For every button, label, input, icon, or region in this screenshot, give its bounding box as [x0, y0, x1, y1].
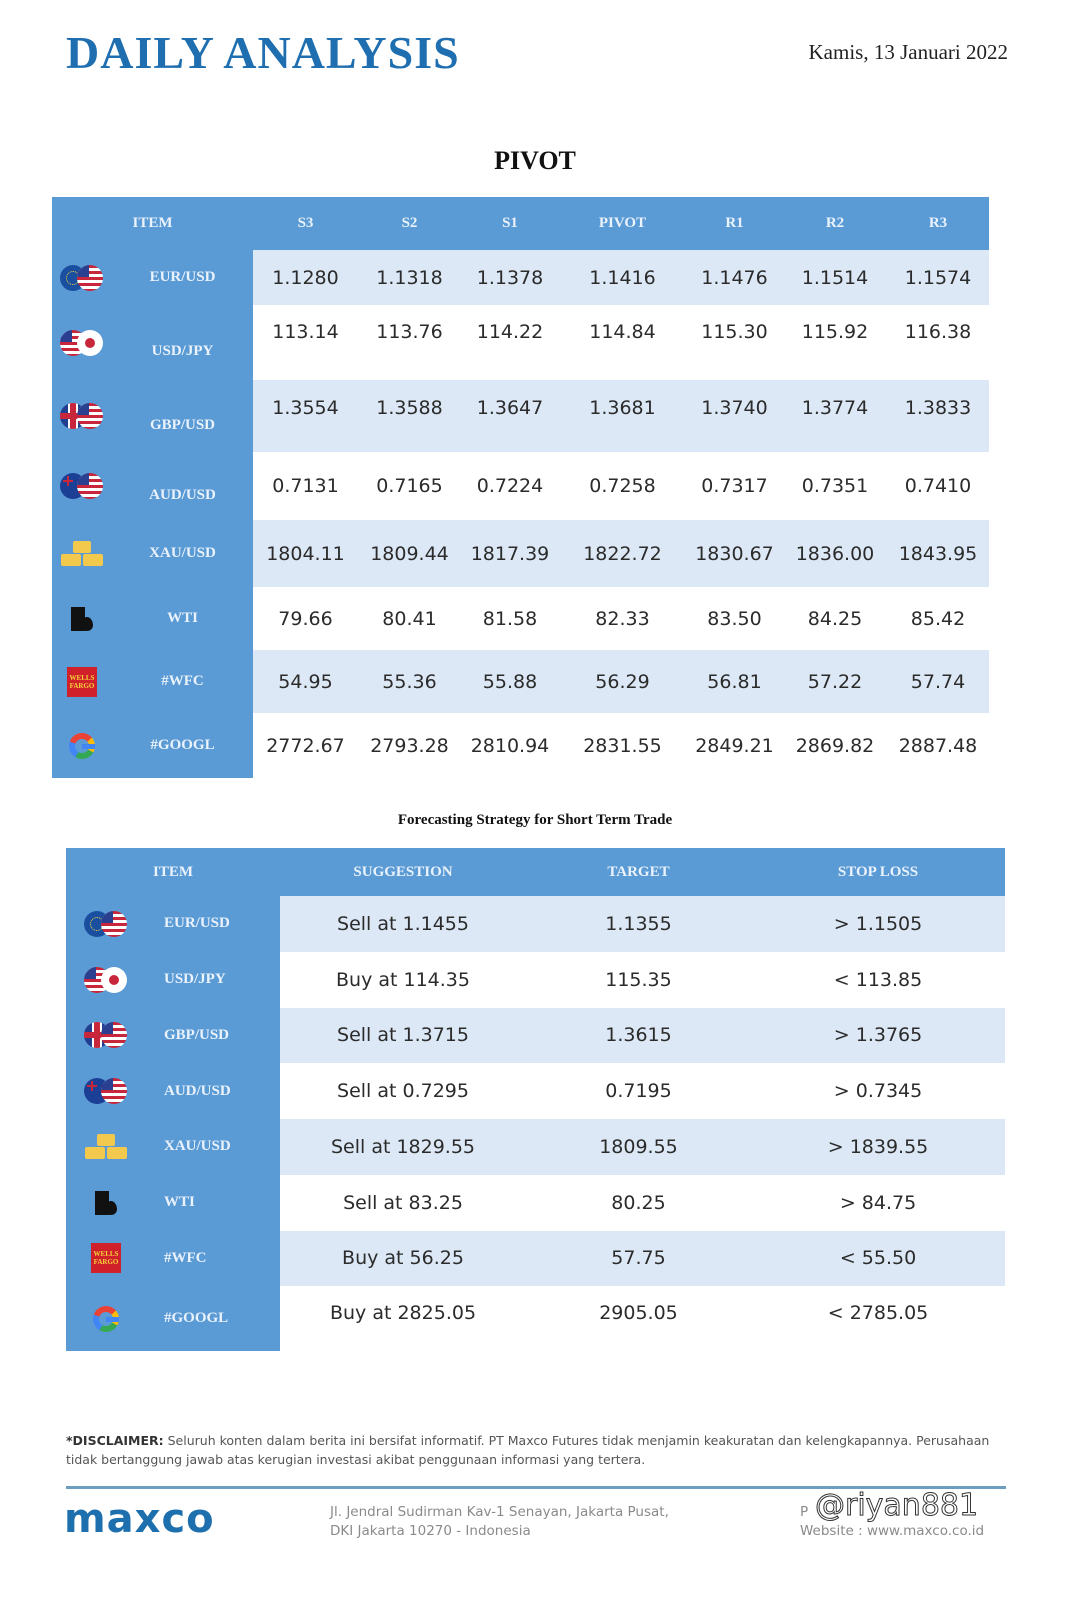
item-icon-wrap — [52, 472, 112, 500]
forecast-row-wfc — [66, 1231, 1005, 1287]
item-icon-wrap — [52, 329, 112, 357]
target-value: 115.35 — [526, 952, 751, 1008]
pivot-value-s3: 79.66 — [253, 587, 358, 650]
item-icon-wrap — [66, 1306, 146, 1332]
item-icon-wrap — [52, 541, 112, 567]
forecast-item-cell — [66, 896, 280, 952]
item-icon-wrap — [66, 1243, 146, 1273]
pivot-value-r2: 84.25 — [783, 587, 887, 650]
forecast-table-body — [66, 896, 1005, 1351]
pivot-value-r1: 83.50 — [686, 587, 783, 650]
wells-fargo-logo-icon: WELLS FARGO — [91, 1243, 121, 1273]
pivot-item-cell — [52, 520, 253, 587]
disclaimer — [66, 1431, 1011, 1469]
target-value: 57.75 — [526, 1231, 751, 1287]
item-icon-wrap — [52, 605, 112, 633]
column-header-r3: R3 — [928, 215, 948, 231]
pivot-table-body — [52, 250, 989, 778]
item-label: #GOOGL — [164, 1310, 229, 1327]
pivot-value-pivot: 114.84 — [559, 305, 686, 380]
pivot-value-r1: 0.7317 — [686, 452, 783, 520]
stop-loss-value: < 55.50 — [751, 1231, 1005, 1287]
forecast-item-cell — [66, 1175, 280, 1231]
pivot-row-wfc — [52, 650, 989, 713]
pivot-value-s1: 1.1378 — [461, 250, 559, 305]
suggestion-value: Sell at 1.3715 — [280, 1008, 526, 1064]
pivot-value-s3: 2772.67 — [253, 713, 358, 778]
stop-loss-value: > 1.1505 — [751, 896, 1005, 952]
forecast-row-wti — [66, 1175, 1005, 1231]
item-label: #WFC — [161, 673, 204, 689]
disclaimer-label: *DISCLAIMER: — [66, 1433, 164, 1448]
item-label: #GOOGL — [150, 737, 215, 753]
column-header-pivot: PIVOT — [598, 215, 647, 231]
report-date: Kamis, 13 Januari 2022 — [808, 40, 1008, 64]
watermark: @riyan881 — [815, 1488, 979, 1523]
pivot-value-r2: 115.92 — [783, 305, 887, 380]
disclaimer-text: Seluruh konten dalam berita ini bersifat informatif. PT Maxco Futures tidak menjamin keakuratan dan kelengkapannya. Perusahaan tidak bertanggung jawab atas kerugian investasi akibat penggunaan informasi yang tertera. — [66, 1433, 990, 1467]
website-link[interactable]: Website : www.maxco.co.id — [800, 1523, 985, 1539]
item-label: EUR/USD — [149, 269, 216, 285]
item-icon-wrap — [66, 910, 146, 938]
pivot-value-pivot: 1.1416 — [559, 250, 686, 305]
stop-loss-value: < 113.85 — [751, 952, 1005, 1008]
column-header-r1: R1 — [725, 215, 744, 231]
usd-jpy-flags-icon — [84, 966, 128, 994]
pivot-value-r3: 85.42 — [887, 587, 989, 650]
pivot-row-wti — [52, 587, 989, 650]
aud-usd-flags-icon — [84, 1077, 128, 1105]
pivot-value-pivot: 82.33 — [559, 587, 686, 650]
target-value: 1.3615 — [526, 1008, 751, 1064]
item-label: WTI — [164, 1194, 195, 1211]
forecast-row-usdjpy — [66, 952, 1005, 1008]
column-header-r2: R2 — [825, 215, 845, 231]
item-icon-wrap — [66, 1189, 146, 1217]
pivot-value-r2: 1.3774 — [783, 380, 887, 452]
suggestion-value: Sell at 1.1455 — [280, 896, 526, 952]
item-label: WTI — [167, 610, 198, 626]
pivot-value-pivot: 0.7258 — [559, 452, 686, 520]
pivot-value-r2: 1836.00 — [783, 520, 887, 587]
item-label: XAU/USD — [164, 1138, 231, 1155]
suggestion-value: Sell at 1829.55 — [280, 1119, 526, 1175]
pivot-value-s2: 1.3588 — [358, 380, 461, 452]
gbp-usd-flags-icon — [60, 402, 104, 430]
item-label: GBP/USD — [164, 1026, 230, 1043]
gbp-usd-flags-icon — [84, 1021, 128, 1049]
suggestion-value: Sell at 83.25 — [280, 1175, 526, 1231]
phone-line: P — [800, 1504, 809, 1520]
item-label: XAU/USD — [149, 545, 216, 561]
item-label: EUR/USD — [164, 915, 230, 932]
pivot-value-s1: 114.22 — [461, 305, 559, 380]
maxco-logo: maxco — [64, 1496, 215, 1542]
forecast-row-eurusd — [66, 896, 1005, 952]
target-value: 0.7195 — [526, 1063, 751, 1119]
forecast-table — [66, 848, 1005, 1351]
google-logo-icon — [93, 1306, 119, 1332]
column-header-suggestion: SUGGESTION — [353, 863, 453, 880]
pivot-item-cell — [52, 587, 253, 650]
item-icon-wrap — [66, 1077, 146, 1105]
pivot-value-r1: 2849.21 — [686, 713, 783, 778]
forecast-item-cell — [66, 1286, 280, 1351]
item-icon-wrap — [52, 402, 112, 430]
address-line-1: Jl. Jendral Sudirman Kav-1 Senayan, Jakarta Pusat, — [330, 1504, 669, 1520]
pivot-value-r3: 0.7410 — [887, 452, 989, 520]
item-icon-wrap — [52, 667, 112, 697]
forecast-row-audusd — [66, 1063, 1005, 1119]
pivot-value-r3: 57.74 — [887, 650, 989, 713]
stop-loss-value: > 1.3765 — [751, 1008, 1005, 1064]
usd-jpy-flags-icon — [60, 329, 104, 357]
column-header-item: ITEM — [132, 215, 173, 231]
pivot-item-cell — [52, 713, 253, 778]
pivot-value-r1: 1.3740 — [686, 380, 783, 452]
column-header-target: TARGET — [607, 863, 670, 880]
item-icon-wrap — [66, 966, 146, 994]
wells-fargo-logo-icon: WELLS FARGO — [67, 667, 97, 697]
pivot-value-r1: 1.1476 — [686, 250, 783, 305]
pivot-value-r3: 1.1574 — [887, 250, 989, 305]
column-header-s2: S2 — [401, 215, 418, 231]
pivot-table — [52, 197, 989, 778]
pivot-value-pivot: 1.3681 — [559, 380, 686, 452]
pivot-item-cell — [52, 452, 253, 520]
pivot-value-r2: 57.22 — [783, 650, 887, 713]
item-icon-wrap — [52, 733, 112, 759]
oil-barrel-icon — [92, 1189, 120, 1217]
forecast-item-cell — [66, 1008, 280, 1064]
stop-loss-value: > 0.7345 — [751, 1063, 1005, 1119]
pivot-value-pivot: 1822.72 — [559, 520, 686, 587]
address-line-2: DKI Jakarta 10270 - Indonesia — [330, 1523, 531, 1539]
column-header-item: ITEM — [152, 863, 193, 880]
pivot-value-pivot: 2831.55 — [559, 713, 686, 778]
pivot-row-usdjpy — [52, 305, 989, 380]
item-label: AUD/USD — [164, 1082, 231, 1099]
page-title: DAILY ANALYSIS — [66, 27, 460, 78]
forecast-row-googl — [66, 1286, 1005, 1351]
stop-loss-value: > 1839.55 — [751, 1119, 1005, 1175]
pivot-value-s2: 80.41 — [358, 587, 461, 650]
pivot-row-eurusd — [52, 250, 989, 305]
pivot-value-s2: 0.7165 — [358, 452, 461, 520]
pivot-section-title: PIVOT — [494, 146, 576, 175]
pivot-item-cell — [52, 650, 253, 713]
forecast-item-cell — [66, 1063, 280, 1119]
item-icon-wrap — [66, 1021, 146, 1049]
item-label: USD/JPY — [164, 971, 226, 988]
column-header-s1: S1 — [502, 215, 518, 231]
suggestion-value: Sell at 0.7295 — [280, 1063, 526, 1119]
pivot-value-r3: 116.38 — [887, 305, 989, 380]
pivot-value-s3: 0.7131 — [253, 452, 358, 520]
pivot-value-s2: 1.1318 — [358, 250, 461, 305]
oil-barrel-icon — [68, 605, 96, 633]
pivot-item-cell — [52, 250, 253, 305]
gold-bars-icon — [85, 1134, 127, 1160]
pivot-value-r1: 56.81 — [686, 650, 783, 713]
column-header-s3: S3 — [297, 215, 314, 231]
stop-loss-value: < 2785.05 — [751, 1286, 1005, 1351]
pivot-value-r1: 1830.67 — [686, 520, 783, 587]
pivot-row-gbpusd — [52, 380, 989, 452]
pivot-value-s2: 55.36 — [358, 650, 461, 713]
eur-usd-flags-icon — [84, 910, 128, 938]
pivot-value-s3: 1.3554 — [253, 380, 358, 452]
pivot-value-r3: 1843.95 — [887, 520, 989, 587]
pivot-value-r2: 0.7351 — [783, 452, 887, 520]
pivot-row-googl — [52, 713, 989, 778]
suggestion-value: Buy at 114.35 — [280, 952, 526, 1008]
pivot-value-s3: 54.95 — [253, 650, 358, 713]
forecast-row-xauusd — [66, 1119, 1005, 1175]
forecast-row-gbpusd — [66, 1008, 1005, 1064]
target-value: 2905.05 — [526, 1286, 751, 1351]
pivot-table-header — [52, 197, 989, 250]
pivot-value-s2: 113.76 — [358, 305, 461, 380]
suggestion-value: Buy at 56.25 — [280, 1231, 526, 1287]
pivot-value-r2: 2869.82 — [783, 713, 887, 778]
pivot-value-r2: 1.1514 — [783, 250, 887, 305]
item-label: AUD/USD — [149, 486, 216, 503]
footer-address — [330, 1503, 669, 1541]
forecast-item-cell — [66, 1231, 280, 1287]
pivot-value-r3: 2887.48 — [887, 713, 989, 778]
pivot-row-xauusd — [52, 520, 989, 587]
pivot-value-s1: 81.58 — [461, 587, 559, 650]
forecast-item-cell — [66, 1119, 280, 1175]
suggestion-value: Buy at 2825.05 — [280, 1286, 526, 1351]
pivot-value-s2: 1809.44 — [358, 520, 461, 587]
pivot-item-cell — [52, 305, 253, 380]
item-icon-wrap — [66, 1134, 146, 1160]
pivot-value-s1: 1817.39 — [461, 520, 559, 587]
pivot-value-s1: 0.7224 — [461, 452, 559, 520]
eur-usd-flags-icon — [60, 264, 104, 292]
pivot-value-s3: 1804.11 — [253, 520, 358, 587]
pivot-row-audusd — [52, 452, 989, 520]
target-value: 1809.55 — [526, 1119, 751, 1175]
item-icon-wrap — [52, 264, 112, 292]
pivot-value-r1: 115.30 — [686, 305, 783, 380]
item-label: GBP/USD — [149, 416, 215, 433]
column-header-stop-loss: STOP LOSS — [837, 863, 919, 880]
aud-usd-flags-icon — [60, 472, 104, 500]
target-value: 80.25 — [526, 1175, 751, 1231]
pivot-value-s1: 2810.94 — [461, 713, 559, 778]
pivot-value-pivot: 56.29 — [559, 650, 686, 713]
forecast-table-header — [66, 848, 1005, 896]
pivot-value-s3: 1.1280 — [253, 250, 358, 305]
item-label: USD/JPY — [151, 343, 214, 359]
pivot-value-s2: 2793.28 — [358, 713, 461, 778]
item-label: #WFC — [164, 1249, 207, 1266]
pivot-item-cell — [52, 380, 253, 452]
forecast-item-cell — [66, 952, 280, 1008]
forecast-section-title: Forecasting Strategy for Short Term Trade — [397, 812, 673, 828]
stop-loss-value: > 84.75 — [751, 1175, 1005, 1231]
pivot-value-s1: 1.3647 — [461, 380, 559, 452]
google-logo-icon — [69, 733, 95, 759]
pivot-value-s1: 55.88 — [461, 650, 559, 713]
pivot-value-r3: 1.3833 — [887, 380, 989, 452]
target-value: 1.1355 — [526, 896, 751, 952]
gold-bars-icon — [61, 541, 103, 567]
pivot-value-s3: 113.14 — [253, 305, 358, 380]
